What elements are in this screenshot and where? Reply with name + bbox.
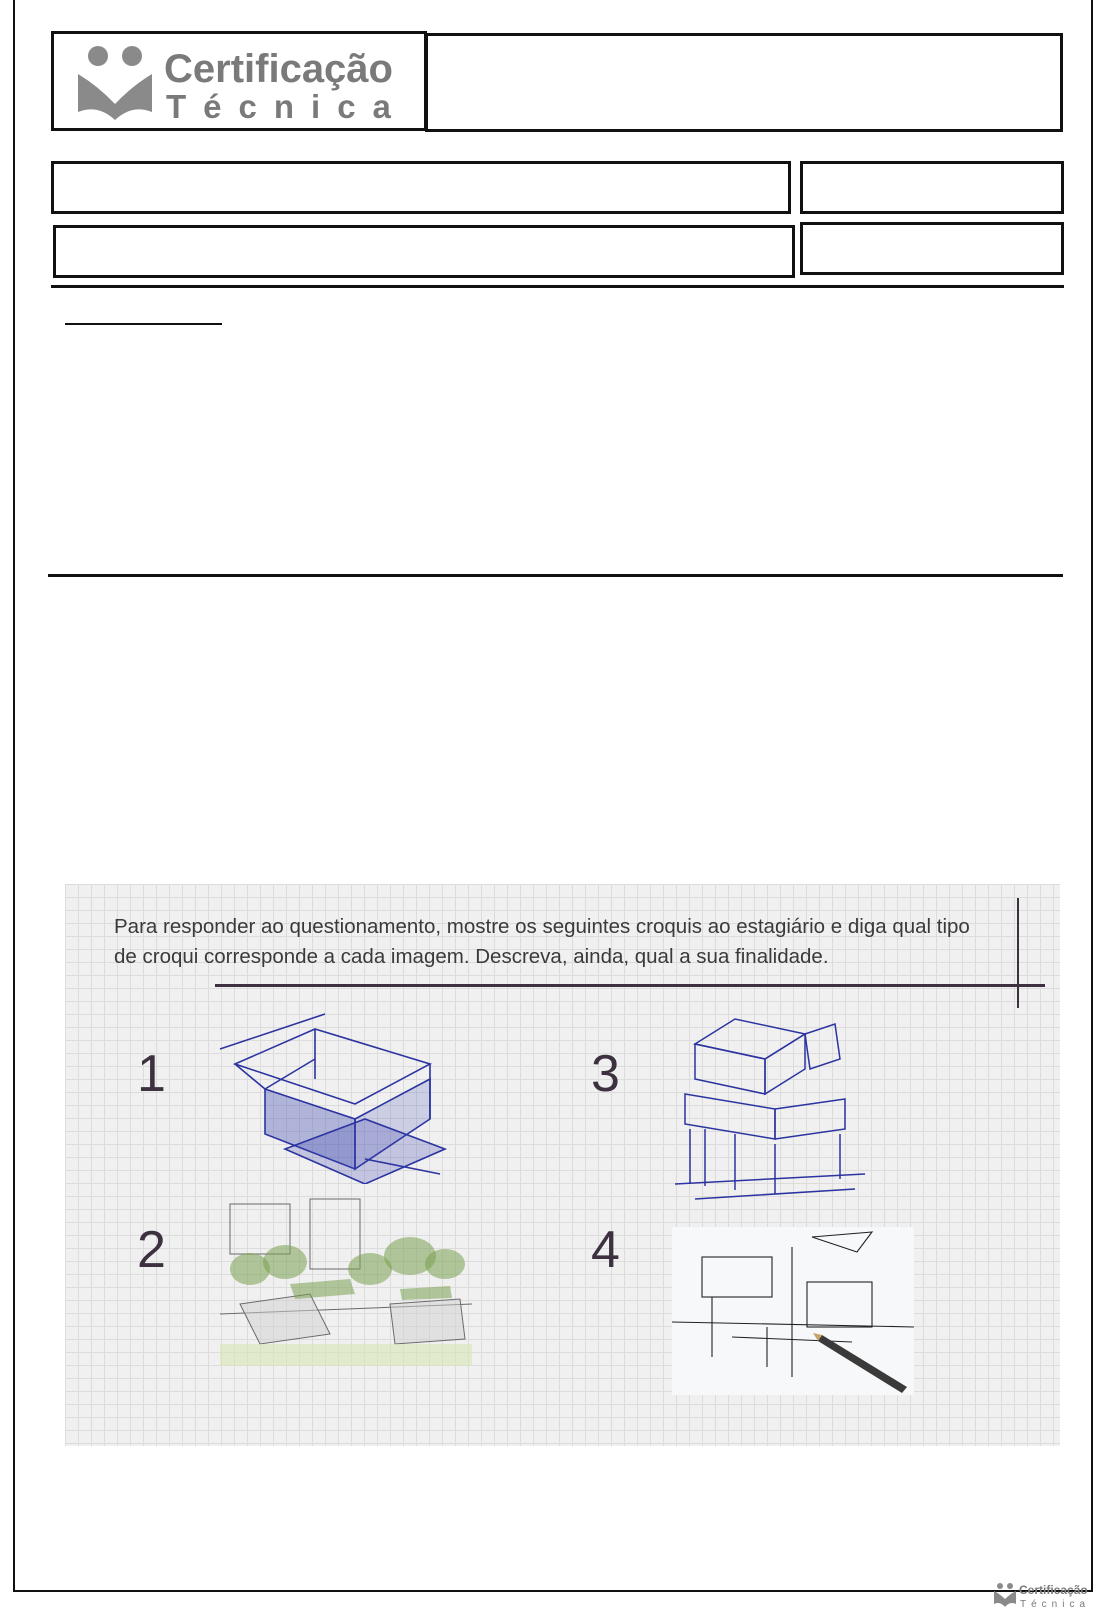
figure-rule-vertical [1017,898,1019,1008]
item-number-2: 2 [137,1221,166,1279]
footer-logo [993,1580,1103,1610]
name-field-box [51,161,791,214]
item-number-1: 1 [137,1045,166,1103]
header-separator [51,285,1064,288]
footer-logo-line2: Técnica [1020,1599,1091,1610]
logo-box [51,31,427,131]
logo-line1: Certificação [164,47,393,91]
footer-logo-people-icon [994,1583,1016,1607]
logo-line2: Técnica [166,88,408,125]
landscape-color-sketch-icon [220,1194,472,1366]
pencil-detail-sketch-photo-icon [672,1227,914,1395]
section-divider [48,574,1063,577]
logo [54,34,424,128]
item-number-4: 4 [591,1221,620,1279]
footer-logo-line1: Certificação [1019,1583,1088,1597]
date-field-box [800,161,1064,214]
figure-rule-horizontal [215,984,1045,987]
figure-instruction-text: Para responder ao questionamento, mostre os seguintes croquis ao estagiário e diga qual tipo de croqui corresponde a cada imagem. Descreva, ainda, qual a sua finalidade. [114,915,970,968]
instruction-figure [65,884,1060,1446]
logo-people-icon [78,46,152,120]
section-underline [65,323,222,325]
item-number-3: 3 [591,1045,620,1103]
course-field-box [53,225,795,278]
grade-field-box [800,222,1064,275]
perspective-ink-sketch-icon [215,1009,455,1184]
title-box [425,33,1063,132]
building-perspective-sketch-icon [675,1004,875,1204]
